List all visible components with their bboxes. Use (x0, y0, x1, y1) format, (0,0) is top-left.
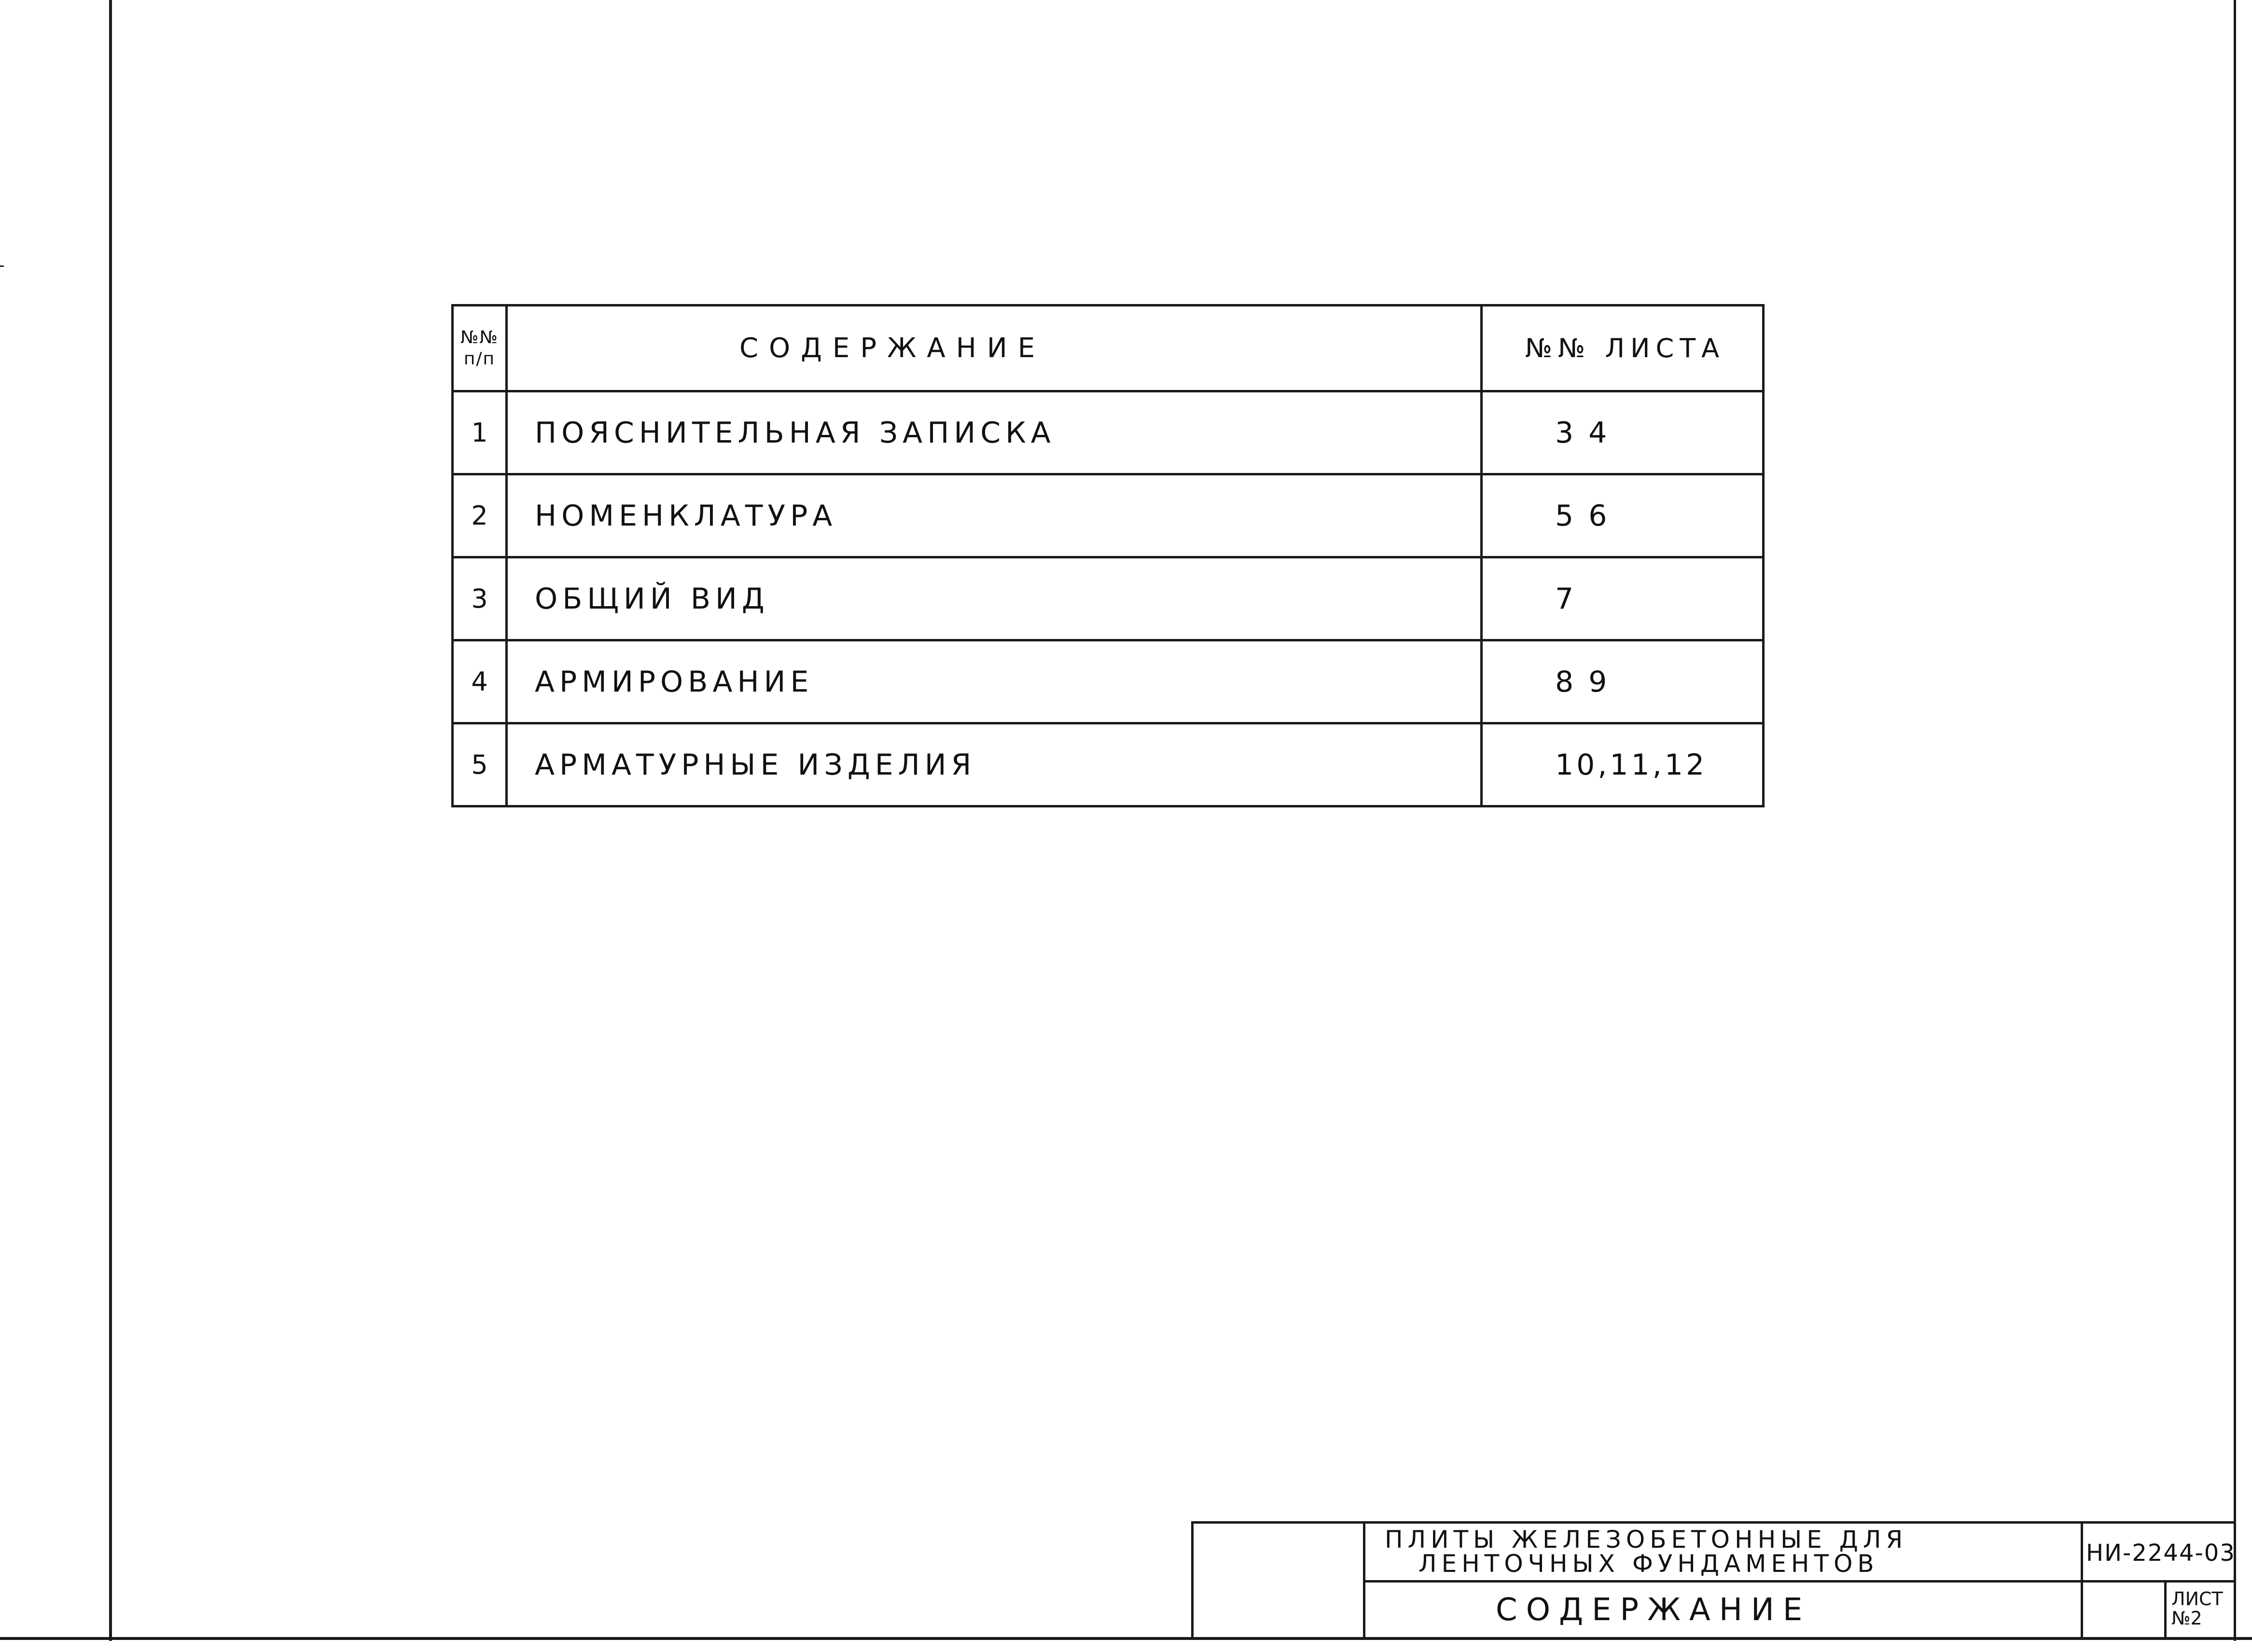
frame-right-line (2234, 0, 2236, 1641)
sheet-number: №2 (2171, 1608, 2202, 1629)
document-name-line2: ЛЕНТОЧНЫХ ФУНДАМЕНТОВ (1418, 1550, 1879, 1578)
row-sheet: 8 9 (1482, 640, 1764, 723)
document-name-line1: ПЛИТЫ ЖЕЛЕЗОБЕТОННЫЕ ДЛЯ (1385, 1526, 1908, 1554)
table-row (453, 391, 1764, 474)
table-row (453, 723, 1764, 806)
row-number: 3 (453, 557, 507, 640)
row-sheet: 10,11,12 (1482, 723, 1764, 806)
row-number: 1 (453, 391, 507, 474)
row-sheet: 3 4 (1482, 391, 1764, 474)
row-number: 4 (453, 640, 507, 723)
contents-table (451, 304, 1765, 807)
row-description: ОБЩИЙ ВИД (507, 557, 1482, 640)
header-item-number-top: №№ (460, 327, 499, 347)
row-description: АРМИРОВАНИЕ (507, 640, 1482, 723)
table-row (453, 640, 1764, 723)
frame-left-line (109, 0, 112, 1641)
sheet-label: ЛИСТ (2171, 1588, 2223, 1610)
title-block-document-name (1365, 1524, 2083, 1583)
header-description: СОДЕРЖАНИЕ (507, 305, 1482, 391)
title-block-sheet-cell (2083, 1583, 2236, 1638)
sheet-number-box (2164, 1583, 2236, 1638)
header-item-number-bottom: п/п (463, 348, 496, 369)
title-block-document-code: НИ-2244-03 (2083, 1524, 2236, 1583)
title-block-subject: СОДЕРЖАНИЕ (1365, 1583, 2083, 1638)
row-description: ПОЯСНИТЕЛЬНАЯ ЗАПИСКА (507, 391, 1482, 474)
table-row (453, 557, 1764, 640)
binding-tick (0, 265, 4, 267)
contents-header-row (453, 305, 1764, 391)
title-block-blank-cell (1194, 1524, 1365, 1638)
row-number: 2 (453, 474, 507, 557)
row-sheet: 5 6 (1482, 474, 1764, 557)
row-number: 5 (453, 723, 507, 806)
table-row (453, 474, 1764, 557)
header-sheet-number: №№ ЛИСТА (1482, 305, 1764, 391)
row-description: АРМАТУРНЫЕ ИЗДЕЛИЯ (507, 723, 1482, 806)
header-item-number (453, 305, 507, 391)
row-description: НОМЕНКЛАТУРА (507, 474, 1482, 557)
title-block (1191, 1521, 2234, 1638)
row-sheet: 7 (1482, 557, 1764, 640)
